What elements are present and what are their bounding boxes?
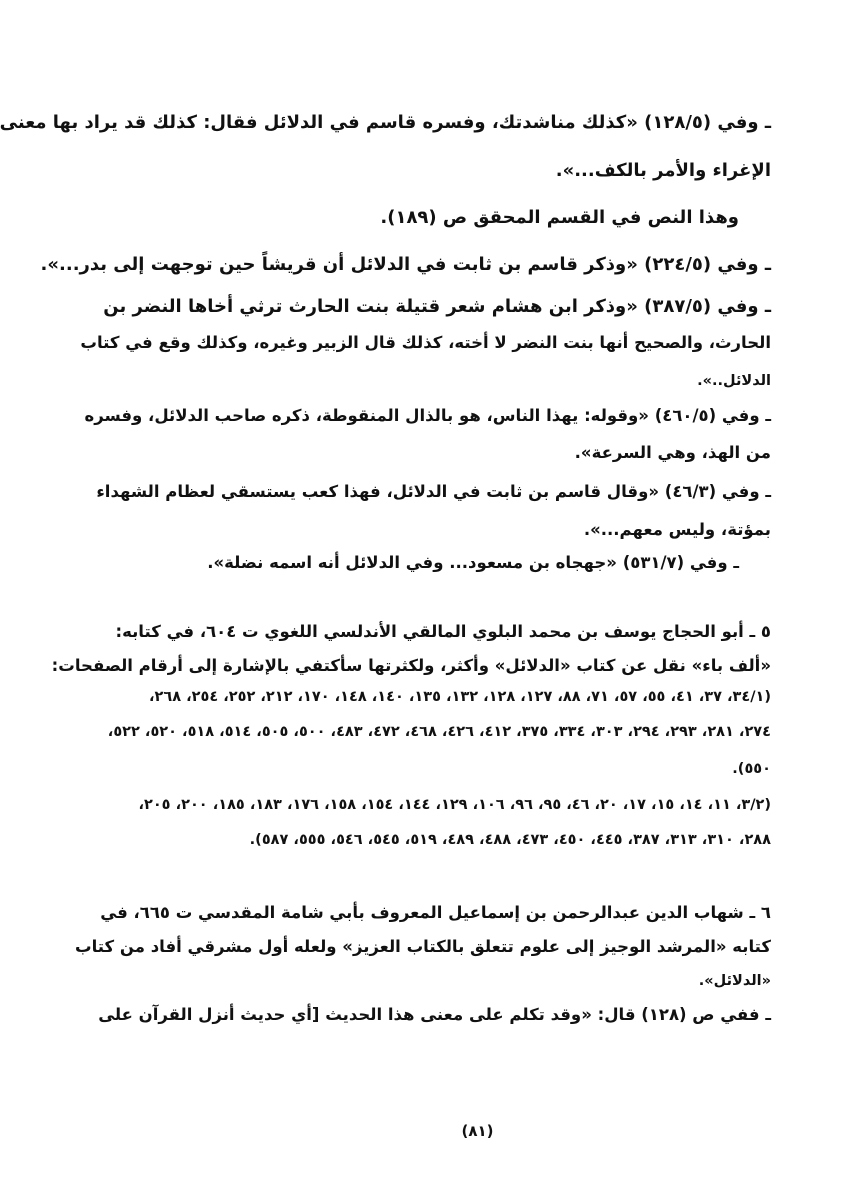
- text-line: ٥٥٠).: [732, 761, 771, 777]
- text-line: ٢٧٤، ٢٨١، ٢٩٣، ٢٩٤، ٣٠٣، ٣٣٤، ٣٧٥، ٤١٢، ٤٢٦، ٤٦٨، ٤٧٢، ٤٨٣، ٥٠٠، ٥٠٥، ٥١٤، ٥١٨، ٥٢٠، ٥٢٢،: [107, 724, 771, 740]
- text-line: وهذا النص في القسم المحقق ص (١٨٩).: [380, 207, 739, 228]
- text-line: بمؤتة، وليس معهم...».: [583, 520, 771, 539]
- text-line: الحارث، والصحيح أنها بنت النضر لا أخته، كذلك قال الزبير وغيره، وكذلك وقع في كتاب: [80, 333, 771, 352]
- text-line: الدلائل..».: [697, 373, 771, 389]
- text-line: ـ وفي (٥٣١/٧) «جهجاه بن مسعود... وفي الدلائل أنه اسمه نضلة».: [207, 553, 739, 572]
- text-line: ـ وفي (٣٨٧/٥) «وذكر ابن هشام شعر قتيلة بنت الحارث ترثي أخاها النضر بن: [103, 296, 771, 317]
- text-line: ـ وفي (٤٦٠/٥) «وقوله: يهذا الناس، هو بالذال المنقوطة، ذكره صاحب الدلائل، وفسره: [84, 406, 771, 425]
- text-line: ٥ ـ أبو الحجاج يوسف بن محمد البلوي المالقي الأندلسي اللغوي ت ٦٠٤، في كتابه:: [115, 622, 771, 641]
- text-line: ٦ ـ شهاب الدين عبدالرحمن بن إسماعيل المعروف بأبي شامة المقدسي ت ٦٦٥، في: [100, 903, 771, 922]
- text-line: «الدلائل».: [698, 973, 771, 989]
- page-number: (٨١): [461, 1122, 494, 1140]
- text-line: الإغراء والأمر بالكف...».: [555, 160, 771, 181]
- text-line: (٣/٢، ١١، ١٤، ١٥، ١٧، ٢٠، ٤٦، ٩٥، ٩٦، ١٠٦، ١٢٩، ١٤٤، ١٥٤، ١٥٨، ١٧٦، ١٨٣، ١٨٥، ٢٠٠، ٢٠٥،: [138, 797, 771, 813]
- text-line: من الهذ، وهي السرعة».: [574, 443, 771, 462]
- text-line: كتابه «المرشد الوجيز إلى علوم تتعلق بالكتاب العزيز» ولعله أول مشرقي أفاد من كتاب: [75, 937, 771, 956]
- text-line: ـ وفي (٢٢٤/٥) «وذكر قاسم بن ثابت في الدلائل أن قريشاً حين توجهت إلى بدر...».: [40, 254, 771, 275]
- text-line: (٣٤/١، ٣٧، ٤١، ٥٥، ٥٧، ٧١، ٨٨، ١٢٧، ١٢٨، ١٣٢، ١٣٥، ١٤٠، ١٤٨، ١٧٠، ٢١٢، ٢٥٢، ٢٥٤، ٢٦٨،: [149, 689, 771, 705]
- text-line: «ألف باء» نقل عن كتاب «الدلائل» وأكثر، ولكثرتها سأكتفي بالإشارة إلى أرقام الصفحات:: [51, 656, 771, 675]
- text-line: ٢٨٨، ٣١٠، ٣١٣، ٣٨٧، ٤٤٥، ٤٥٠، ٤٧٣، ٤٨٨، ٤٨٩، ٥١٩، ٥٤٥، ٥٤٦، ٥٥٥، ٥٨٧).: [249, 832, 771, 848]
- text-line: ـ وفي (٤٦/٣) «وقال قاسم بن ثابت في الدلائل، فهذا كعب يستسقي لعظام الشهداء: [96, 482, 771, 501]
- text-line: ـ ففي ص (١٢٨) قال: «وقد تكلم على معنى هذا الحديث [أي حديث أنزل القرآن على: [98, 1005, 771, 1024]
- text-line: ـ وفي (١٢٨/٥) «كذلك مناشدتك، وفسره قاسم في الدلائل فقال: كذلك قد يراد بها معنى: [0, 112, 771, 133]
